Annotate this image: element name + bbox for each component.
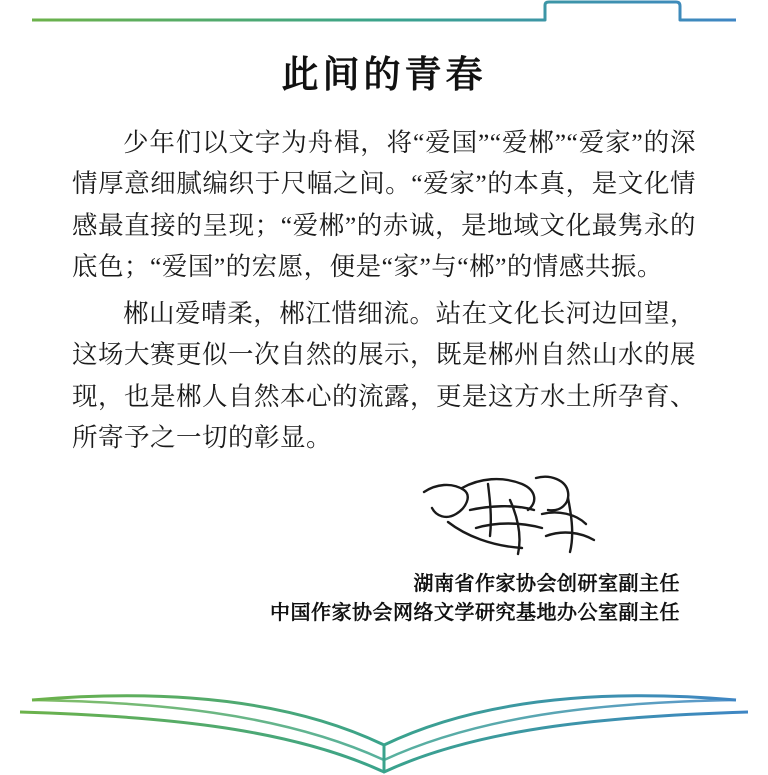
body-paragraph-2: 郴山爱晴柔，郴江惜细流。站在文化长河边回望，这场大赛更似一次自然的展示，既是郴州自然山水的展现，也是郴人自然本心的流露，更是这方水土所孕育、所寄予之一切的彰显。 bbox=[72, 299, 697, 453]
document-content bbox=[72, 30, 696, 690]
body-paragraph-1: 少年们以文字为舟楫，将“爱国”“爱郴”“爱家”的深情厚意细腻编织于尺幅之间。“爱家”的本真，是文化情感最直接的呈现；“爱郴”的赤诚，是地域文化最隽永的底色；“爱国”的宏愿，便是“家”与“郴”的情感共振。 bbox=[72, 128, 696, 281]
page-title: 此间的青春 bbox=[281, 55, 487, 96]
signature-area bbox=[72, 468, 696, 578]
signoff-block bbox=[72, 570, 696, 628]
signoff-line-1: 湖南省作家协会创研室副主任 bbox=[413, 573, 680, 596]
signoff-line-2: 中国作家协会网络文学研究基地办公室副主任 bbox=[270, 602, 680, 625]
handwritten-signature bbox=[418, 470, 608, 570]
